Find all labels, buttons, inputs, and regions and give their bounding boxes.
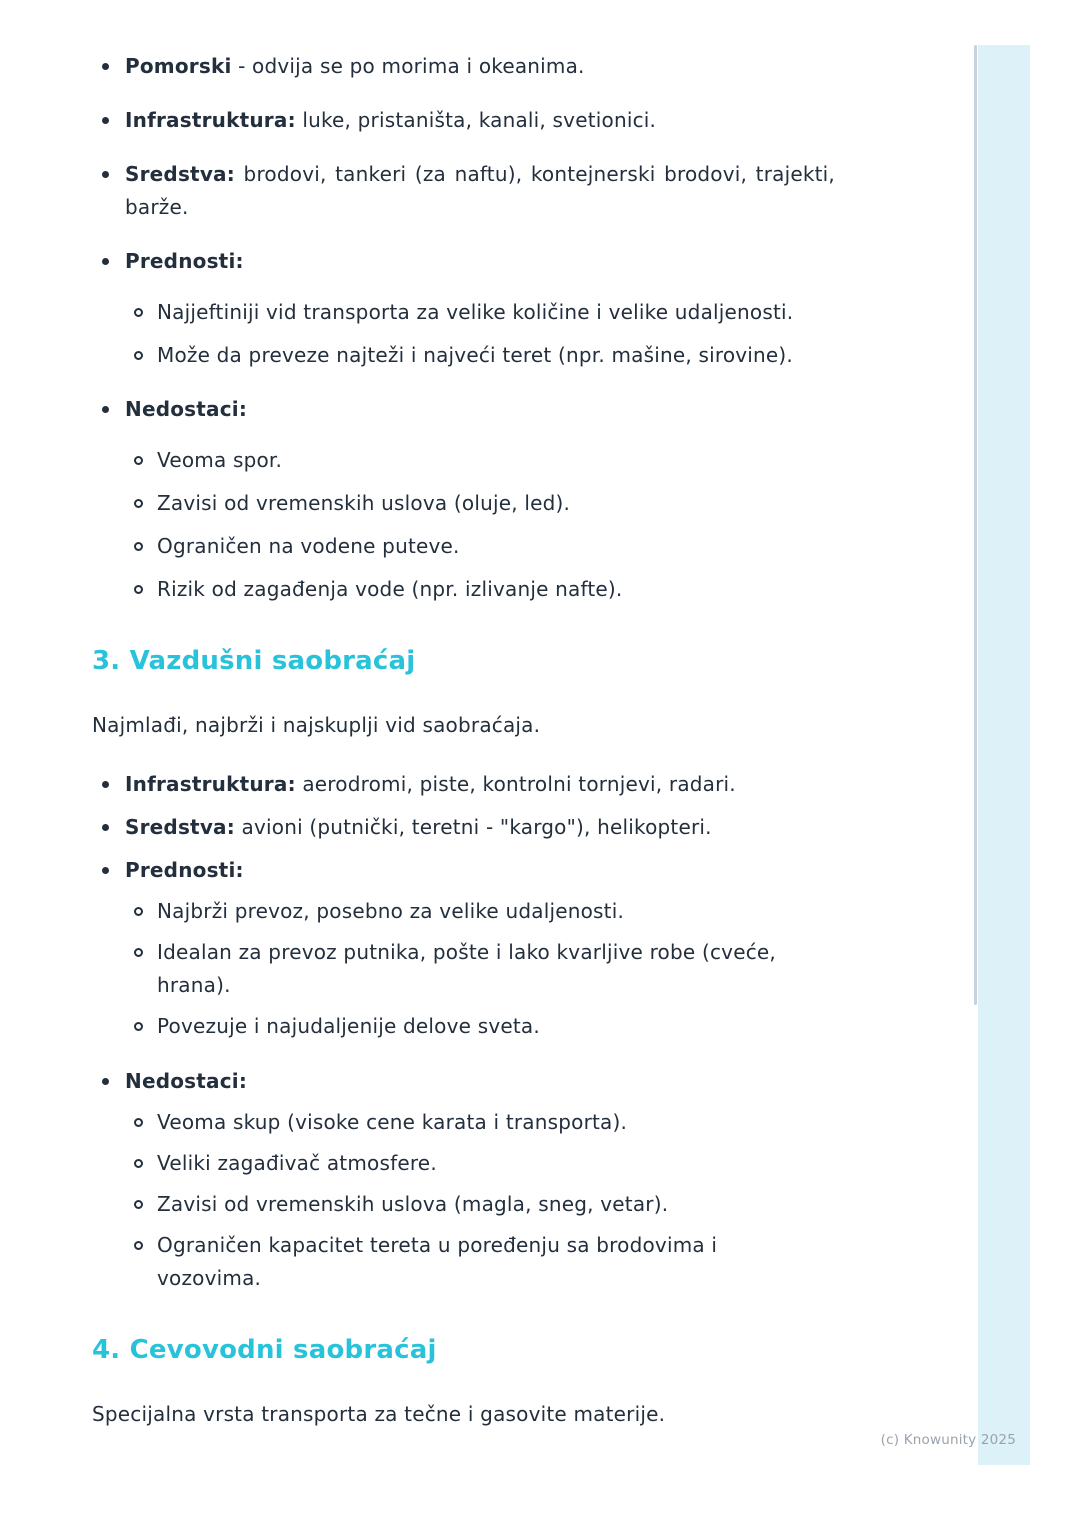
section-intro-pipeline: Specijalna vrsta transporta za tečne i gasovite materije. [92,1401,666,1426]
item-text: avioni (putnički, teretni - "kargo"), helikopteri. [241,814,712,839]
bullet-item-sredstva [92,811,937,844]
sub-item: Povezuje i najudaljenije delove sveta. [125,1010,937,1043]
sub-item: Rizik od zagađenja vode (npr. izlivanje nafte). [125,573,937,606]
maritime-list [92,50,937,606]
item-term: Prednosti: [125,249,244,273]
section-intro-air: Najmlađi, najbrži i najskuplji vid saobraćaja. [92,712,541,737]
bullet-item-sredstva [92,158,835,224]
bullet-item-prednosti [92,245,937,372]
bullet-item-prednosti [92,854,937,1043]
item-text: brodovi, tankeri (za naftu), kontejnerski brodovi, trajekti, barže. [125,162,835,219]
section-heading-pipeline: 4. Cevovodni saobraćaj [92,1334,437,1365]
sub-item: Veoma spor. [125,444,937,477]
item-term: Infrastruktura: [125,108,296,132]
sub-item: Idealan za prevoz putnika, pošte i lako kvarljive robe (cveće, hrana). [125,936,802,1002]
item-term: Sredstva: [125,814,235,839]
item-text: luke, pristaništa, kanali, svetionici. [302,108,657,132]
sub-item: Najjeftiniji vid transporta za velike količine i velike udaljenosti. [125,296,937,329]
nedostaci-sublist [125,1106,937,1295]
item-term: Infrastruktura: [125,771,296,796]
sub-item: Zavisi od vremenskih uslova (magla, sneg, vetar). [125,1188,937,1221]
item-term: Nedostaci: [125,1068,248,1093]
document-content [92,50,937,1457]
sub-item: Može da preveze najteži i najveći teret (npr. mašine, sirovine). [125,339,937,372]
bullet-item-nedostaci [92,393,937,606]
page-edge-line [974,45,977,1005]
bullet-item-infrastruktura [92,104,937,137]
nedostaci-sublist [125,444,937,606]
sub-item: Najbrži prevoz, posebno za velike udaljenosti. [125,895,937,928]
footer-credit: (c) Knowunity 2025 [880,1432,1016,1448]
item-term: Pomorski [125,54,232,78]
sub-item: Veliki zagađivač atmosfere. [125,1147,937,1180]
item-text: - odvija se po morima i okeanima. [238,54,585,78]
section-heading-air: 3. Vazdušni saobraćaj [92,646,416,676]
bullet-item-infrastruktura [92,768,937,801]
sub-item: Zavisi od vremenskih uslova (oluje, led). [125,487,937,520]
bullet-item-pomorski [92,50,937,83]
air-list [92,768,937,1295]
prednosti-sublist [125,296,937,372]
sub-item: Ograničen na vodene puteve. [125,530,937,563]
item-term: Nedostaci: [125,397,248,421]
bullet-item-nedostaci [92,1065,937,1295]
sub-item: Veoma skup (visoke cene karata i transporta). [125,1106,937,1139]
item-term: Sredstva: [125,162,235,186]
sub-item: Ograničen kapacitet tereta u poređenju sa brodovima i vozovima. [125,1229,802,1295]
item-text: aerodromi, piste, kontrolni tornjevi, radari. [302,771,736,796]
right-accent-stripe [978,45,1030,1465]
prednosti-sublist [125,895,937,1043]
item-term: Prednosti: [125,857,244,882]
